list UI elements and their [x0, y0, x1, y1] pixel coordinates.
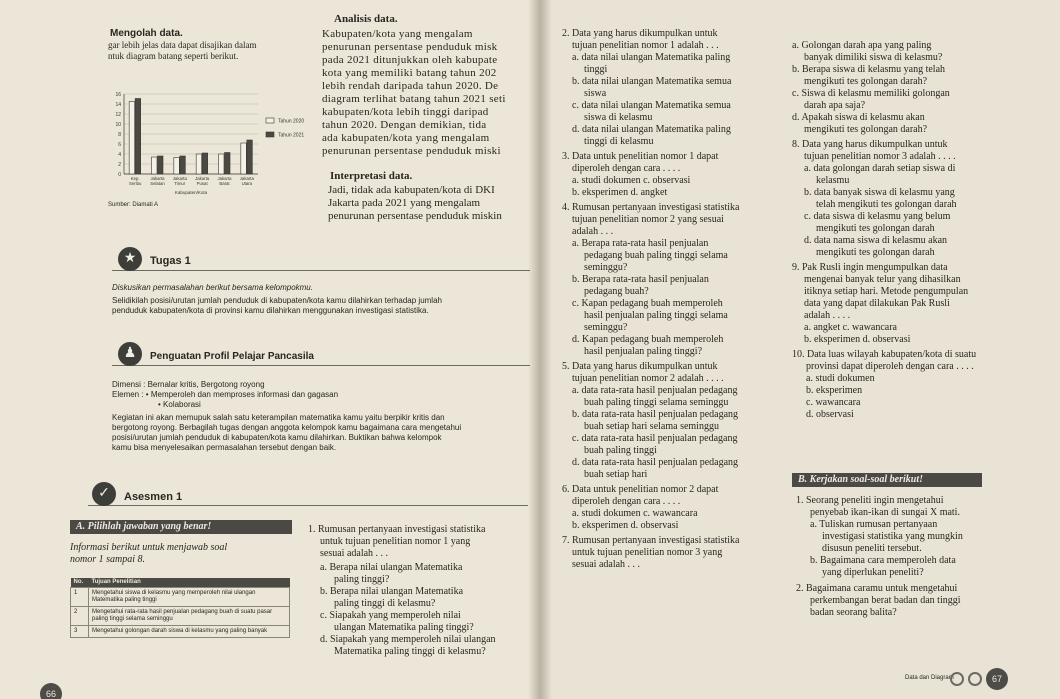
- x-tick-label: Jakarta: [195, 176, 210, 181]
- interpretasi-line: penurunan persentase penduduk miskin: [328, 210, 502, 222]
- section-b-line: yang diperlukan peneliti?: [822, 567, 924, 578]
- intro-line-1: Informasi berikut untuk menjawab soal: [70, 542, 228, 553]
- bar-2021: [247, 140, 253, 174]
- right-line: data yang dapat dilakukan Pak Rusli: [804, 298, 950, 309]
- legend-swatch: [266, 132, 274, 137]
- analisis-line: penurunan persentase penduduk miski: [322, 145, 501, 157]
- elemen-label: Elemen: [112, 390, 140, 399]
- q1-option: paling tinggi di kelasmu?: [334, 598, 436, 609]
- objectives-table: [70, 578, 290, 638]
- chart-source: Sumber: Diamati A: [108, 202, 159, 208]
- y-tick-label: 10: [115, 122, 121, 128]
- mengolah-title: Mengolah data.: [110, 28, 183, 39]
- mid-line: tujuan penelitian nomor 2 adalah . . . .: [572, 373, 724, 384]
- mid-line: 4. Rumusan pertanyaan investigasi statistika: [562, 202, 740, 213]
- profil-para-line: kamu bisa menyelesaikan permasalahan tersebut dengan baik.: [112, 443, 337, 452]
- table-cell-no: 1: [71, 588, 89, 607]
- table-cell-tujuan: Mengetahui siswa di kelasmu yang memperoleh nilai ulangan Matematika paling tinggi: [89, 588, 290, 607]
- bar-chart-svg: [108, 88, 308, 198]
- profil-para-line: posisi/urutan jumlah penduduk di kabupaten/kota kamu dilahirkan. Buktikan bahwa kelompok: [112, 433, 442, 442]
- right-line: kelasmu: [816, 175, 850, 186]
- y-tick-label: 6: [118, 142, 121, 148]
- mid-line: hasil penjualan paling tinggi selama: [584, 310, 728, 321]
- mid-line: c. data rata-rata hasil penjualan pedagang: [572, 433, 738, 444]
- footer-dot: [968, 672, 982, 686]
- mid-line: tujuan penelitian nomor 2 yang sesuai: [572, 214, 724, 225]
- analisis-title: Analisis data.: [334, 13, 398, 25]
- right-line: b. eksperimen: [806, 385, 863, 396]
- elemen-item: Memperoleh dan memproses informasi dan gagasan: [150, 390, 339, 399]
- mid-line: a. data rata-rata hasil penjualan pedagang: [572, 385, 738, 396]
- right-line: c. Siswa di kelasmu memiliki golongan: [792, 88, 950, 99]
- x-tick-label: Timur: [174, 181, 186, 186]
- mid-line: 5. Data yang harus dikumpulkan untuk: [562, 361, 718, 372]
- x-tick-label: Seribu: [128, 181, 142, 186]
- page-number-left: 66: [40, 683, 62, 699]
- y-tick-label: 0: [118, 172, 121, 178]
- footer-label: Data dan Diagram: [905, 675, 954, 681]
- table-cell-tujuan: Mengetahui golongan darah siswa di kelasmu yang paling banyak: [89, 626, 290, 638]
- section-b-line: 1. Seorang peneliti ingin mengetahui: [796, 495, 944, 506]
- section-b-line: penyebab ikan-ikan di sungai X mati.: [810, 507, 960, 518]
- q1-option: c. Siapakah yang memperoleh nilai: [320, 610, 461, 621]
- bar-2021: [225, 153, 231, 175]
- bar-2021: [135, 99, 140, 175]
- mid-line: b. Berapa rata-rata hasil penjualan: [572, 274, 709, 285]
- mid-line: a. data nilai ulangan Matematika paling: [572, 52, 731, 63]
- right-line: telah mengikuti tes golongan darah: [816, 199, 957, 210]
- mid-line: 6. Data untuk penelitian nomor 2 dapat: [562, 484, 719, 495]
- x-tick-label: Barat: [219, 181, 230, 186]
- table-row: [71, 588, 290, 607]
- section-b-line: badan seorang balita?: [810, 607, 897, 618]
- table-row: [71, 607, 290, 626]
- mid-line: tujuan penelitian nomor 1 adalah . . .: [572, 40, 719, 51]
- q1-stem: untuk tujuan penelitian nomor 1 yang: [320, 536, 471, 547]
- right-line: b. data banyak siswa di kelasmu yang: [804, 187, 955, 198]
- mid-line: a. Berapa rata-rata hasil penjualan: [572, 238, 709, 249]
- y-tick-label: 4: [118, 152, 121, 158]
- mid-line: buah paling tinggi: [584, 445, 657, 456]
- mid-line: siswa di kelasmu: [584, 112, 653, 123]
- footer-dot: [950, 672, 964, 686]
- section-b-line: b. Bagaimana cara memperoleh data: [810, 555, 956, 566]
- q1-option: Matematika paling tinggi di kelasmu?: [334, 646, 486, 657]
- interpretasi-title: Interpretasi data.: [330, 170, 413, 182]
- analisis-line: pada 2021 ditunjukkan oleh kabupate: [322, 54, 498, 66]
- tugas-line-1: Diskusikan permasalahan berikut bersama kelompokmu.: [112, 283, 313, 292]
- book-gutter: [528, 0, 552, 699]
- star-icon: ★: [118, 247, 142, 271]
- y-tick-label: 16: [115, 92, 121, 98]
- mid-line: siswa: [584, 88, 607, 99]
- right-line: c. wawancara: [806, 397, 861, 408]
- x-tick-label: Jakarta: [172, 176, 187, 181]
- asesmen-intro: [70, 542, 227, 566]
- table-header-no: No.: [71, 578, 89, 588]
- people-icon: ♟: [118, 342, 142, 366]
- mid-line: seminggu?: [584, 322, 628, 333]
- right-line: banyak dimiliki siswa di kelasmu?: [804, 52, 943, 63]
- asesmen-title: Asesmen 1: [124, 491, 183, 503]
- right-line: d. observasi: [806, 409, 854, 420]
- mid-line: c. Kapan pedagang buah memperoleh: [572, 298, 723, 309]
- q1-option: ulangan Matematika paling tinggi?: [334, 622, 474, 633]
- profil-para-line: Kegiatan ini akan memupuk salah satu keterampilan matematika kamu yaitu berpikir kritis dan: [112, 413, 445, 422]
- x-tick-label: Utara: [241, 181, 253, 186]
- section-b-ribbon: B. Kerjakan soal-soal berikut!: [792, 473, 982, 487]
- section-b-line: 2. Bagaimana caramu untuk mengetahui: [796, 583, 958, 594]
- analisis-line: kabupaten/kota lebih tinggi daripad: [322, 106, 489, 118]
- x-tick-label: Selatan: [150, 181, 165, 186]
- interpretasi-paragraph: [328, 184, 502, 223]
- profil-header: [112, 348, 530, 366]
- q1-option: b. Berapa nilai ulangan Matematika: [320, 586, 464, 597]
- right-line: d. data nama siswa di kelasmu akan: [804, 235, 948, 246]
- bar-2021: [180, 156, 186, 174]
- profil-body: Dimensi : Bernalar kritis, Bergotong royong Elemen : • Memperoleh dan memproses informasi dan gagasan • Kolaborasi Kegiatan ini akan memupuk salah satu keterampilan matematika kamu yaitu berpikir kritis dan bergotong royong. Berbagilah tugas dengan anggota kelompok kamu bagaimana cara mengetahui posisi/urutan jumlah penduduk di kabupaten/kota kamu dilahirkan. Buktikan bahwa kelompok kamu bisa menyelesaikan permasalahan tersebut dengan baik.: [112, 380, 462, 452]
- mid-line: seminggu?: [584, 262, 628, 273]
- table-row: [71, 626, 290, 638]
- y-tick-label: 12: [115, 112, 121, 118]
- legend-label: Tahun 2021: [278, 132, 305, 139]
- tugas-body: [112, 283, 442, 316]
- mid-line: pedagang buah?: [584, 286, 649, 297]
- bar-2020: [196, 154, 202, 174]
- bar-2020: [152, 157, 158, 174]
- right-line: c. data siswa di kelasmu yang belum: [804, 211, 951, 222]
- interpretasi-line: Jadi, tidak ada kabupaten/kota di DKI: [328, 184, 495, 196]
- mid-line: buah paling tinggi selama seminggu: [584, 397, 729, 408]
- mid-line: a. studi dokumen c. observasi: [572, 175, 691, 186]
- bar-2020: [219, 154, 225, 174]
- mid-line: buah setiap hari: [584, 469, 648, 480]
- right-line: b. Berapa siswa di kelasmu yang telah: [792, 64, 946, 75]
- tugas-header: [112, 253, 530, 271]
- y-tick-label: 2: [118, 162, 121, 168]
- right-line: mengikuti tes golongan darah: [816, 223, 935, 234]
- y-tick-label: 14: [115, 102, 121, 108]
- right-line: a. data golongan darah setiap siswa di: [804, 163, 956, 174]
- analisis-line: tahun 2020. Dengan demikian, tida: [322, 119, 487, 131]
- right-line: mengikuti tes golongan darah: [816, 247, 935, 258]
- mid-line: buah setiap hari selama seminggu: [584, 421, 719, 432]
- mid-line: 2. Data yang harus dikumpulkan untuk: [562, 28, 718, 39]
- x-tick-label: Jakarta: [239, 176, 254, 181]
- mid-line: a. studi dokumen c. wawancara: [572, 508, 698, 519]
- mid-line: d. data nilai ulangan Matematika paling: [572, 124, 731, 135]
- elemen-item: Kolaborasi: [163, 400, 201, 409]
- mengolah-line-1: gar lebih jelas data dapat disajikan dalam: [108, 40, 257, 50]
- analisis-paragraph: [322, 28, 506, 158]
- x-axis-label: Kabupaten/Kota: [174, 190, 208, 195]
- bar-2020: [129, 102, 135, 175]
- legend-swatch: [266, 118, 274, 123]
- profil-para-line: bergotong royong. Berbagilah tugas dengan anggota kelompok kamu bagaimana cara mengetahui: [112, 423, 462, 432]
- mid-line: d. Kapan pedagang buah memperoleh: [572, 334, 724, 345]
- table-cell-no: 3: [71, 626, 89, 638]
- bar-2021: [202, 153, 208, 174]
- mid-line: d. data rata-rata hasil penjualan pedagang: [572, 457, 739, 468]
- right-line: tujuan penelitian nomor 3 adalah . . . .: [804, 151, 956, 162]
- checklist-icon: ✓: [92, 482, 116, 506]
- right-line: itiknya setiap hari. Metode pengumpulan: [804, 286, 969, 297]
- mid-line: b. eksperimen d. observasi: [572, 520, 679, 531]
- x-tick-label: Jakarta: [217, 176, 232, 181]
- q1-stem: sesuai adalah . . .: [320, 548, 389, 559]
- table-cell-tujuan: Mengetahui rata-rata hasil penjualan pedagang buah di suatu pasar paling tinggi selama seminggu: [89, 607, 290, 626]
- q1-option: d. Siapakah yang memperoleh nilai ulangan: [320, 634, 496, 645]
- x-tick-label: Jakarta: [150, 176, 165, 181]
- q1-stem: 1. Rumusan pertanyaan investigasi statistika: [308, 524, 486, 535]
- mid-line: sesuai adalah . . .: [572, 559, 641, 570]
- right-line: a. studi dokumen: [806, 373, 875, 384]
- legend-label: Tahun 2020: [278, 118, 305, 125]
- section-b-line: disusun peneliti tersebut.: [822, 543, 922, 554]
- section-b-body: [796, 495, 963, 619]
- bar-2020: [174, 158, 180, 175]
- right-line: b. eksperimen d. observasi: [804, 334, 911, 345]
- bar-2020: [241, 143, 247, 174]
- interpretasi-line: Jakarta pada 2021 yang mengalam: [328, 197, 481, 209]
- right-line: mengenai banyak telur yang dihasilkan: [804, 274, 961, 285]
- right-line: 10. Data luas wilayah kabupaten/kota di suatu: [792, 349, 977, 360]
- mid-line: b. data rata-rata hasil penjualan pedagang: [572, 409, 739, 420]
- right-line: darah apa saja?: [804, 100, 866, 111]
- right-line: 9. Pak Rusli ingin mengumpulkan data: [792, 262, 948, 273]
- analisis-line: kota yang memiliki batang tahun 202: [322, 67, 497, 79]
- mid-line: b. data nilai ulangan Matematika semua: [572, 76, 732, 87]
- tugas-line-2: Selidikilah posisi/urutan jumlah penduduk di kabupaten/kota kamu dilahirkan terhadap jumlah: [112, 296, 442, 305]
- mid-line: untuk tujuan penelitian nomor 3 yang: [572, 547, 723, 558]
- analisis-line: ada kabupaten/kota yang mengalam: [322, 132, 490, 144]
- mid-line: adalah . . .: [572, 226, 614, 237]
- right-line: provinsi dapat diperoleh dengan cara . . . .: [806, 361, 974, 372]
- dimensi-value: Bernalar kritis, Bergotong royong: [147, 380, 265, 389]
- dimensi-label: Dimensi: [112, 380, 141, 389]
- right-line: adalah . . . .: [804, 310, 851, 321]
- right-line: a. angket c. wawancara: [804, 322, 897, 333]
- mid-line: diperoleh dengan cara . . . .: [572, 163, 681, 174]
- analisis-line: diagram terlihat batang tahun 2021 seti: [322, 93, 506, 105]
- mid-line: diperoleh dengan cara . . . .: [572, 496, 681, 507]
- bar-2021: [158, 156, 164, 174]
- mid-line: b. eksperimen d. angket: [572, 187, 668, 198]
- mengolah-text: [108, 40, 256, 62]
- right-line: mengikuti tes golongan darah?: [804, 124, 928, 135]
- mid-line: hasil penjualan paling tinggi?: [584, 346, 703, 357]
- analisis-line: penurunan persentase penduduk misk: [322, 41, 498, 53]
- analisis-line: lebih rendah daripada tahun 2020. De: [322, 80, 499, 92]
- q1-option: paling tinggi?: [334, 574, 390, 585]
- tugas-title: Tugas 1: [150, 255, 191, 267]
- page-number-right: 67: [986, 668, 1008, 690]
- table-header-tujuan: Tujuan Penelitian: [89, 578, 290, 588]
- analisis-line: Kabupaten/kota yang mengalam: [322, 28, 473, 40]
- tugas-line-3: penduduk kabupaten/kota di provinsi kamu dilahirkan menggunakan investigasi statistika.: [112, 306, 429, 315]
- profil-title: Penguatan Profil Pelajar Pancasila: [150, 351, 314, 362]
- mid-line: tinggi di kelasmu: [584, 136, 654, 147]
- section-b-line: a. Tuliskan rumusan pertanyaan: [810, 519, 938, 530]
- right-line: a. Golongan darah apa yang paling: [792, 40, 932, 51]
- right-column: [792, 40, 976, 421]
- question-1: [308, 524, 496, 658]
- x-tick-label: Kep.: [130, 176, 140, 181]
- middle-column: [562, 28, 739, 571]
- asesmen-header: [88, 488, 528, 506]
- mid-line: 3. Data untuk penelitian nomor 1 dapat: [562, 151, 719, 162]
- section-b-line: investigasi statistika yang mungkin: [822, 531, 963, 542]
- section-a-ribbon: A. Pilihlah jawaban yang benar!: [70, 520, 292, 534]
- mid-line: pedagang buah paling tinggi selama: [584, 250, 728, 261]
- mid-line: 7. Rumusan pertanyaan investigasi statistika: [562, 535, 740, 546]
- section-b-line: perkembangan berat badan dan tinggi: [810, 595, 961, 606]
- y-tick-label: 8: [118, 132, 121, 138]
- x-tick-label: Pusat: [196, 181, 208, 186]
- mengolah-line-2: ntuk diagram batang seperti berikut.: [108, 51, 239, 61]
- right-line: d. Apakah siswa di kelasmu akan: [792, 112, 925, 123]
- table-cell-no: 2: [71, 607, 89, 626]
- right-line: 8. Data yang harus dikumpulkan untuk: [792, 139, 948, 150]
- mid-line: c. data nilai ulangan Matematika semua: [572, 100, 731, 111]
- intro-line-2: nomor 1 sampai 8.: [70, 554, 146, 565]
- mid-line: tinggi: [584, 64, 608, 75]
- right-line: mengikuti tes golongan darah?: [804, 76, 928, 87]
- bar-chart: [108, 88, 308, 198]
- q1-option: a. Berapa nilai ulangan Matematika: [320, 562, 463, 573]
